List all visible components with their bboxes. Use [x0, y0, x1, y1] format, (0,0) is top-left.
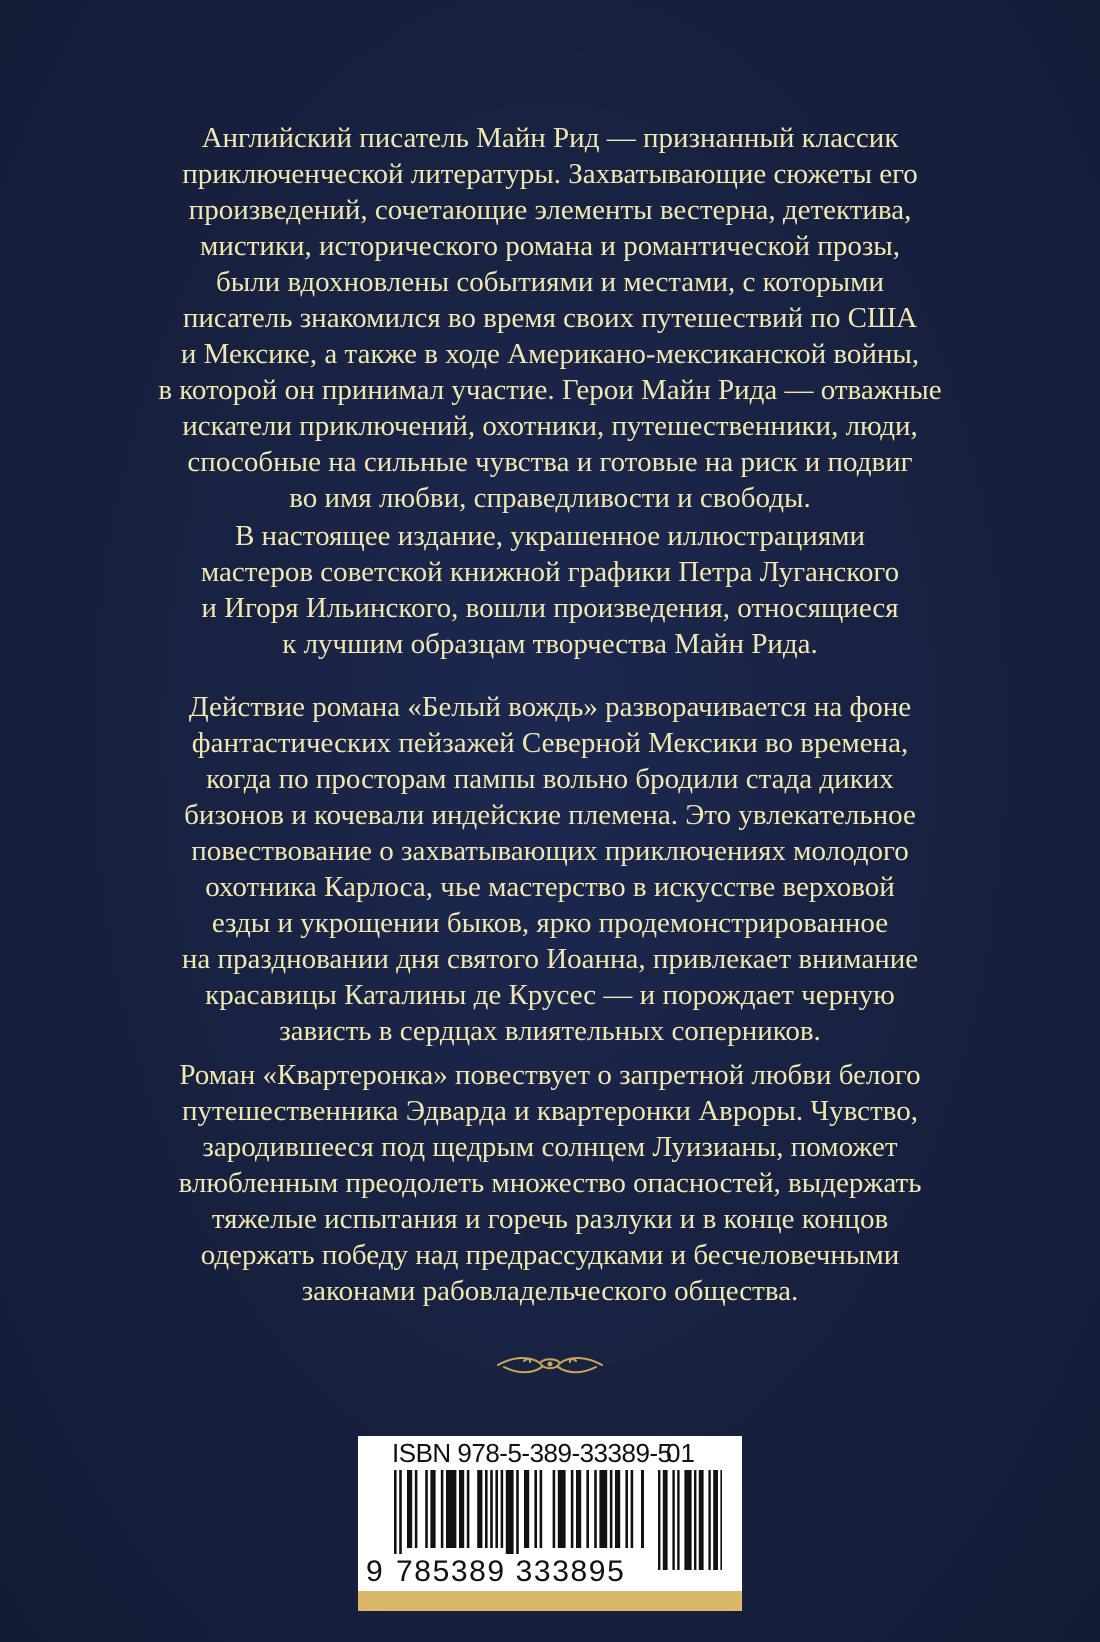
barcode-bar: [610, 1470, 613, 1548]
barcode-bar: [501, 1470, 504, 1548]
barcode-bar: [477, 1470, 482, 1548]
barcode-bar: [446, 1470, 456, 1548]
blurb-line: во имя любви, справедливости и свободы.: [289, 482, 811, 514]
blurb-line: красавицы Каталины де Крусес — и порождает черную: [205, 979, 895, 1011]
blurb-line: влюбленным преодолеть множество опасностей, выдержать: [178, 1167, 922, 1199]
barcode-bar: [558, 1470, 566, 1548]
barcode-bar: [571, 1470, 574, 1548]
blurb-line: одержать победу над предрассудками и бесчеловечными: [200, 1239, 900, 1271]
blurb-line: повествование о захватывающих приключениях молодого: [191, 835, 909, 867]
blurb-line: приключенческой литературы. Захватывающие сюжеты его: [182, 158, 918, 190]
barcode-bar: [485, 1470, 488, 1548]
barcode-bar: [599, 1470, 607, 1548]
barcode-bar: [540, 1470, 543, 1548]
blurb-line: путешественника Эдварда и квартеронки Авроры. Чувство,: [182, 1095, 918, 1127]
blurb-line: и Игоря Ильинского, вошли произведения, относящиеся: [201, 592, 899, 624]
isbn-addon-number: 01: [666, 1438, 695, 1468]
barcode-bar: [394, 1470, 397, 1554]
blurb-line: бизонов и кочевали индейские племена. Это увлекательное: [184, 799, 916, 831]
barcode-bar: [615, 1470, 620, 1548]
barcode-bar: [495, 1470, 498, 1548]
barcode-bar: [516, 1470, 519, 1554]
ean-barcode: [394, 1470, 644, 1554]
barcode-bar: [658, 1470, 660, 1570]
blurb-paragraph-quadroon: [140, 1057, 960, 1309]
barcode-bar: [586, 1470, 589, 1548]
barcode-bar: [641, 1470, 644, 1548]
barcode-bar: [699, 1470, 704, 1570]
barcode-bar: [430, 1470, 435, 1548]
barcode-bar: [553, 1470, 556, 1548]
barcode-bar: [684, 1470, 691, 1570]
blurb-line: фантастических пейзажей Северной Мексики во времена,: [191, 727, 909, 759]
barcode-bar: [576, 1470, 581, 1548]
blurb-line: охотника Карлоса, чье мастерство в искусстве верховой: [205, 871, 895, 903]
blurb-line: мистики, исторического романа и романтической прозы,: [199, 230, 901, 262]
barcode-bar: [713, 1470, 718, 1570]
barcode-bar: [708, 1470, 710, 1570]
blurb-line: когда по просторам пампы вольно бродили стада диких: [206, 763, 894, 795]
barcode-bar: [663, 1470, 668, 1570]
blurb-line: Роман «Квартеронка» повествует о запретной любви белого: [179, 1059, 921, 1091]
blurb-line: мастеров советской книжной графики Петра Луганского: [200, 556, 900, 588]
ean-digits: 785389 333895: [396, 1555, 626, 1588]
barcode-bar: [459, 1470, 464, 1548]
blurb-paragraph-author: [140, 120, 960, 516]
barcode-bar: [467, 1470, 470, 1548]
barcode-bar: [407, 1470, 412, 1548]
blurb-line: зародившееся под щедрым солнцем Луизианы, поможет: [202, 1131, 898, 1163]
barcode-bar: [625, 1470, 628, 1548]
flourish-divider-icon: [494, 1350, 606, 1380]
barcode-bar: [415, 1470, 418, 1548]
blurb-line: Английский писатель Майн Рид — признанный классик: [201, 122, 899, 154]
blurb-line: способные на сильные чувства и готовые на риск и подвиг: [187, 446, 913, 478]
blurb-line: зависть в сердцах влиятельных соперников.: [279, 1015, 821, 1047]
barcode-bar: [441, 1470, 444, 1548]
barcode-strip: [358, 1591, 742, 1611]
blurb-line: к лучшим образцам творчества Майн Рида.: [282, 628, 818, 660]
addon-barcode: [658, 1470, 722, 1570]
blurb-line: тяжелые испытания и горечь разлуки и в конце концов: [211, 1203, 889, 1235]
barcode-bar: [490, 1470, 493, 1548]
barcode-bar: [631, 1470, 634, 1548]
isbn-number: ISBN 978-5-389-33389-5: [392, 1438, 672, 1468]
blurb-paragraph-white-chief: [140, 689, 960, 1049]
blurb-line: писатель знакомился во время своих путешествий по США: [182, 302, 918, 334]
barcode-bar: [399, 1470, 402, 1554]
blurb-line: искатели приключений, охотники, путешественники, люди,: [182, 410, 918, 442]
barcode-bar: [594, 1470, 597, 1548]
blurb-line: произведений, сочетающие элементы вестерна, детектива,: [188, 194, 912, 226]
blurb-line: езды и укрощении быков, ярко продемонстрированное: [211, 907, 889, 939]
barcode-bar: [677, 1470, 679, 1570]
blurb-line: законами рабовладельческого общества.: [301, 1275, 799, 1307]
barcode-bar: [425, 1470, 428, 1548]
blurb-paragraph-edition: [140, 518, 960, 662]
ean-first-digit: 9: [366, 1555, 384, 1588]
blurb-line: и Мексике, а также в ходе Американо-мексиканской войны,: [180, 338, 920, 370]
barcode-bar: [720, 1470, 722, 1570]
barcode-bar: [506, 1470, 514, 1554]
barcode-bar: [524, 1470, 529, 1548]
blurb-line: В настоящее издание, украшенное иллюстрациями: [234, 520, 866, 552]
barcode-bar: [694, 1470, 696, 1570]
barcode-bar: [672, 1470, 674, 1570]
blurb-line: были вдохновлены событиями и местами, с которыми: [215, 266, 885, 298]
blurb-line: Действие романа «Белый вождь» разворачивается на фоне: [188, 691, 912, 723]
blurb-line: на праздновании дня святого Иоанна, привлекает внимание: [181, 943, 919, 975]
barcode-bar: [534, 1470, 537, 1548]
blurb-line: в которой он принимал участие. Герои Майн Рида — отважные: [158, 374, 942, 406]
